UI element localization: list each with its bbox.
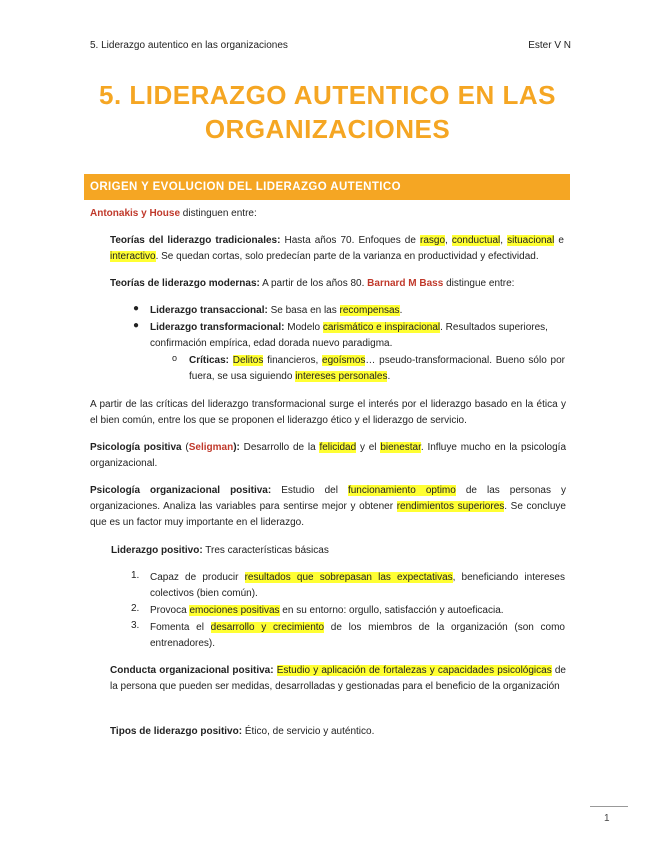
positive-psychology-paragraph: Psicología positiva (Seligman): Desarrollo de la felicidad y el bienestar. Influye mucho en la psicología organizacional. — [90, 442, 567, 469]
positive-leadership-types: Tipos de liderazgo positivo: Ético, de servicio y auténtico. — [110, 726, 375, 737]
org-behavior-paragraph: Conducta organizacional positiva: Estudio y aplicación de fortalezas y capacidades psicológicas de la persona que pueden ser medidas, desarrolladas y gestionadas para el beneficio de la organización — [110, 665, 566, 692]
sub-bullet-icon: o — [172, 353, 178, 363]
modern-theories-paragraph: Teorías de liderazgo modernas: A partir de los años 80. Barnard M Bass distingue entre: — [110, 278, 515, 289]
intro-paragraph: Antonakis y House distinguen entre: — [90, 208, 257, 219]
list-number: 2. — [131, 603, 140, 614]
list-item: Capaz de producir resultados que sobrepasan las expectativas, beneficiando intereses colectivos (bien común). — [150, 572, 565, 599]
traditional-theories-paragraph: Teorías del liderazgo tradicionales: Hasta años 70. Enfoques de rasgo, conductual, situacional e interactivo. Se quedan cortas, solo predecían parte de la varianza en productividad y efectividad. — [110, 235, 564, 262]
footer-divider — [590, 806, 628, 807]
list-number: 3. — [131, 620, 140, 631]
intro-authors: Antonakis y House — [90, 208, 181, 219]
org-positive-psychology-paragraph: Psicología organizacional positiva: Estudio del funcionamiento optimo de las personas y organizaciones. Analiza las variables para sentirse mejor y obtener rendimientos superiores. Se concluye que es un factor muy importante en el liderazgo. — [90, 485, 566, 528]
bullet-transformational: Liderazgo transformacional: Modelo carismático e inspiracional. Resultados superiores, confirmación empírica, edad dorada nuevo paradigma. — [150, 322, 548, 349]
header-right: Ester V N — [528, 40, 571, 51]
ethics-paragraph: A partir de las críticas del liderazgo transformacional surge el interés por el liderazgo basado en la ética y el bien común, entre los que se proponen el liderazgo ético y el liderazgo de servicio. — [90, 399, 566, 426]
list-item: Fomenta el desarrollo y crecimiento de los miembros de la organización (son como entrenadores). — [150, 622, 565, 649]
positive-leadership-line: Liderazgo positivo: Tres características básicas — [111, 545, 329, 556]
title-line-1: 5. LIDERAZGO AUTENTICO EN LAS — [99, 80, 556, 110]
bullet-icon: ● — [133, 320, 140, 331]
header-left: 5. Liderazgo autentico en las organizaciones — [90, 40, 288, 51]
list-item: Provoca emociones positivas en su entorno: orgullo, satisfacción y autoeficacia. — [150, 605, 504, 616]
sub-bullet-criticisms: Críticas: Delitos financieros, egoísmos… pseudo-transformacional. Bueno sólo por fuera, se usa siguiendo intereses personales. — [189, 355, 565, 382]
bullet-icon: ● — [133, 303, 140, 314]
list-number: 1. — [131, 570, 140, 581]
page-title — [90, 78, 565, 146]
title-line-2: ORGANIZACIONES — [204, 114, 451, 144]
bullet-transactional: Liderazgo transaccional: Se basa en las recompensas. — [150, 305, 403, 316]
page-number: 1 — [604, 813, 610, 824]
section-heading: ORIGEN Y EVOLUCION DEL LIDERAZGO AUTENTICO — [84, 174, 570, 200]
